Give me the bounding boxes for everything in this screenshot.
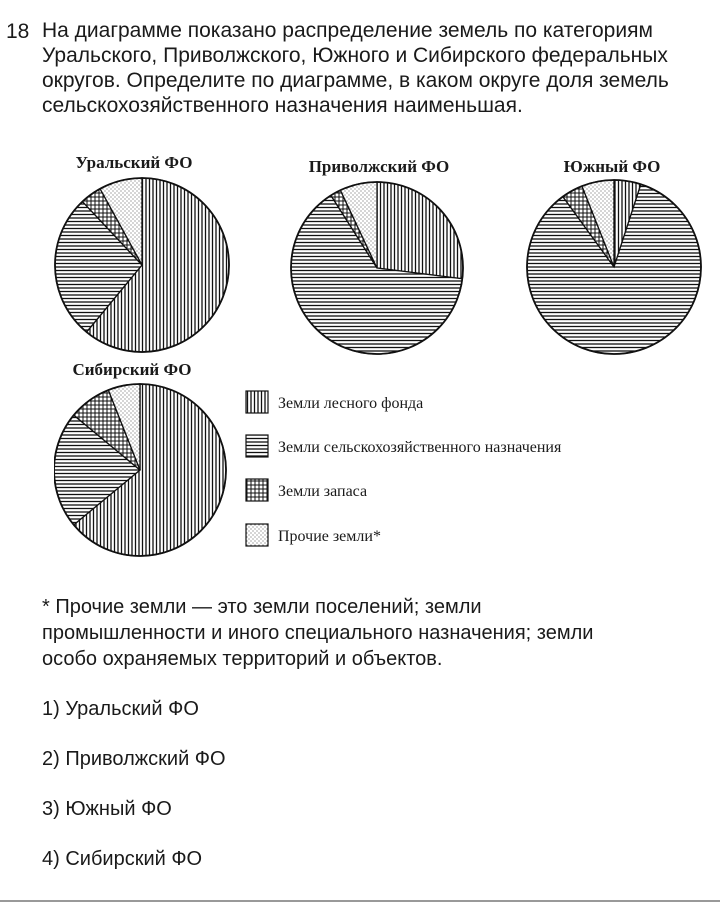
answer-option-1[interactable]: 1) Уральский ФО [42, 698, 199, 720]
legend-label-forest: Земли лесного фонда [278, 395, 424, 412]
pie-ural [55, 178, 229, 352]
question-line: округов. Определите по диаграмме, в каком округе доля земель [42, 69, 669, 92]
legend-swatch-forest [246, 391, 268, 413]
footnote-line: особо охраняемых территорий и объектов. [42, 648, 443, 670]
legend-label-other: Прочие земли* [278, 528, 381, 545]
legend-swatch-reserve [246, 479, 268, 501]
pie-slice-forest [377, 182, 463, 279]
answer-option-2[interactable]: 2) Приволжский ФО [42, 748, 226, 770]
legend-label-agricultural: Земли сельскохозяйственного назначения [278, 439, 562, 456]
pie-title-yuzh: Южный ФО [563, 157, 661, 176]
footnote [42, 594, 702, 672]
question-line: сельскохозяйственного назначения наименьшая. [42, 94, 523, 117]
footnote-line: промышленности и иного специального назначения; земли [42, 622, 594, 644]
pie-title-sibir: Сибирский ФО [72, 360, 192, 379]
pie-yuzh [527, 180, 701, 354]
answer-option-4[interactable]: 4) Сибирский ФО [42, 848, 203, 870]
pie-charts-figure [54, 140, 704, 560]
footnote-line: * Прочие земли — это земли поселений; земли [42, 596, 482, 618]
legend-swatch-agricultural [246, 435, 268, 457]
pie-privolzh [291, 182, 463, 354]
bottom-divider [0, 900, 720, 902]
question-line: На диаграмме показано распределение земель по категориям [42, 19, 653, 42]
answer-option-3[interactable]: 3) Южный ФО [42, 798, 172, 820]
legend [246, 391, 562, 546]
question-line: Уральского, Приволжского, Южного и Сибирского федеральных [42, 44, 668, 67]
question-number: 18 [6, 20, 30, 43]
legend-swatch-other [246, 524, 268, 546]
pie-sibir [54, 384, 226, 556]
question-text [42, 18, 712, 118]
legend-label-reserve: Земли запаса [278, 483, 368, 500]
pie-title-privolzh: Приволжский ФО [308, 157, 450, 176]
pie-title-ural: Уральский ФО [75, 153, 193, 172]
